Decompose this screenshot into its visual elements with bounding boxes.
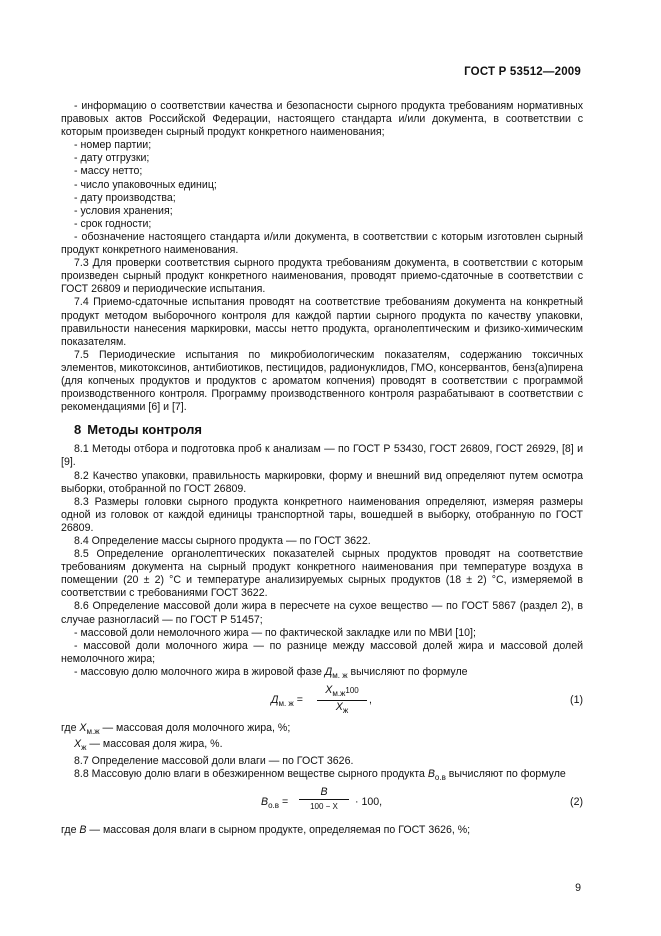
paragraph-7-4: 7.4 Приемо-сдаточные испытания проводят на соответствие требованиям документа на конкретный продукт методом выборочного контроля для каждой партии сырного продукта по качеству упаковки, правильности нанесения маркировки, массы нетто продукта, органолептическим и физико-химическим показателям. bbox=[61, 296, 583, 348]
paragraph-8-2: 8.2 Качество упаковки, правильность маркировки, форму и внешний вид определяют путем осмотра выборки, отобранной по ГОСТ 26809. bbox=[61, 469, 583, 495]
list-item: - номер партии; bbox=[74, 139, 152, 152]
where-3: где В — массовая доля влаги в сырном продукте, определяемая по ГОСТ 3626, %; bbox=[61, 823, 471, 836]
list-item: - обозначение настоящего стандарта и/или документа, в соответствии с которым изготовлен сырный продукт конкретного наименования. bbox=[61, 230, 583, 257]
paragraph-8-5: 8.5 Определение органолептических показателей сырных продуктов проводят на соответствие требованиям документа на сырный продукт конкретного наименования при температуре воздуха в помещении (20 ± 2) °С и температуре анализируемых сырных продуктов (18 ± 2) °С, измеряемой в соответствии с требованиями ГОСТ 3622. bbox=[61, 548, 583, 600]
formula-1-fraction bbox=[317, 684, 367, 717]
list-item: - условия хранения; bbox=[74, 204, 173, 217]
list-item: - срок годности; bbox=[74, 217, 152, 230]
section-heading-8 bbox=[74, 423, 583, 436]
symbol-d: Д bbox=[324, 665, 333, 678]
formula-1-denominator: $X_ж$ bbox=[335, 701, 349, 716]
formula-1-numerator: $X_{м.ж}100$ bbox=[325, 684, 359, 699]
list-item: - массу нетто; bbox=[74, 165, 143, 178]
paragraph-8-7: 8.7 Определение массовой доли влаги — по ГОСТ 3626. bbox=[74, 754, 354, 767]
formula-2-numerator: В bbox=[320, 785, 328, 798]
paragraph-7-5: 7.5 Периодические испытания по микробиологическим показателям, содержанию токсичных элементов, микотоксинов, антибиотиков, пестицидов, радионуклидов, ГМО, консервантов, бенз(а)пирена (для копченых продуктов и продуктов с ароматом копчения) проводят в соответствии с программой производственного контроля. Программу производственного контроля разрабатывают в соответствии с рекомендациями [6] и [7]. bbox=[61, 348, 583, 414]
paragraph-8-6b: - массовой доли молочного жира — по разнице между массовой долей жира и массовой долей немолочного жира; bbox=[61, 639, 583, 665]
list-item: - число упаковочных единиц; bbox=[74, 178, 217, 191]
paragraph-8-8: 8.8 Массовую долю влаги в обезжиренном веществе сырного продукта $В_{о.в}$ вычисляют по формуле bbox=[74, 767, 566, 782]
where-2: $X_ж$ — массовая доля жира, %. bbox=[74, 738, 223, 753]
list-item: - дату отгрузки; bbox=[74, 152, 150, 165]
paragraph-info: - информацию о соответствии качества и безопасности сырного продукта требованиям нормативных правовых актов Российской Федерации, настоящего стандарта и/или документа, в соответствии с которым произведен сырный продукт конкретного наименования; bbox=[61, 100, 583, 139]
section-number: 8 bbox=[74, 422, 82, 438]
formula-2-lhs: $В_{о.в}$ = bbox=[261, 795, 289, 810]
formula-1: $Д_{м. ж}$ = $X_{м.ж}100$ $X_ж$ , (1) bbox=[61, 682, 583, 722]
document-body bbox=[61, 100, 583, 837]
list-item: - дату производства; bbox=[74, 191, 176, 204]
paragraph-8-6a: - массовой доли немолочного жира — по фактической закладке или по МВИ [10]; bbox=[74, 626, 476, 639]
document-code: ГОСТ Р 53512—2009 bbox=[464, 66, 581, 78]
paragraph-8-3: 8.3 Размеры головки сырного продукта конкретного наименования определяют, измеряя размеры одной из головок от каждой единицы транспортной тары, вошедшей в выборку, отобранную по ГОСТ 26809. bbox=[61, 495, 583, 534]
formula-2-denominator: 100 − X bbox=[310, 801, 338, 811]
formula-2-number: (2) bbox=[570, 795, 583, 808]
formula-2: $В_{о.в}$ = В 100 − X · 100, (2) bbox=[61, 784, 583, 824]
section-title: Методы контроля bbox=[87, 422, 202, 438]
paragraph-8-6c: - массовую долю молочного жира в жировой фазе $Д_{м. ж}$ вычисляют по формуле bbox=[74, 665, 468, 681]
paragraph-8-1: 8.1 Методы отбора и подготовка проб к анализам — по ГОСТ Р 53430, ГОСТ 26809, ГОСТ 26929, [8] и [9]. bbox=[61, 443, 583, 469]
paragraph-8-4: 8.4 Определение массы сырного продукта — по ГОСТ 3622. bbox=[74, 535, 371, 547]
page-number: 9 bbox=[575, 882, 581, 894]
formula-1-number: (1) bbox=[570, 694, 583, 707]
paragraph-7-3: 7.3 Для проверки соответствия сырного продукта требованиям документа, в соответствии с которым произведен сырный продукт конкретного наименования, проводят приемо-сдаточные в соответствии с ГОСТ 26809 и периодические испытания. bbox=[61, 257, 583, 296]
paragraph-8-6: 8.6 Определение массовой доли жира в пересчете на сухое вещество — по ГОСТ 5867 (раздел 2), в случае разногласий — по ГОСТ Р 51457; bbox=[61, 600, 583, 626]
formula-1-lhs: $Д_{м. ж}$ = bbox=[271, 694, 303, 709]
formula-2-fraction bbox=[299, 786, 349, 813]
where-1: где $X_{м.ж}$ — массовая доля молочного жира, %; bbox=[61, 722, 291, 737]
